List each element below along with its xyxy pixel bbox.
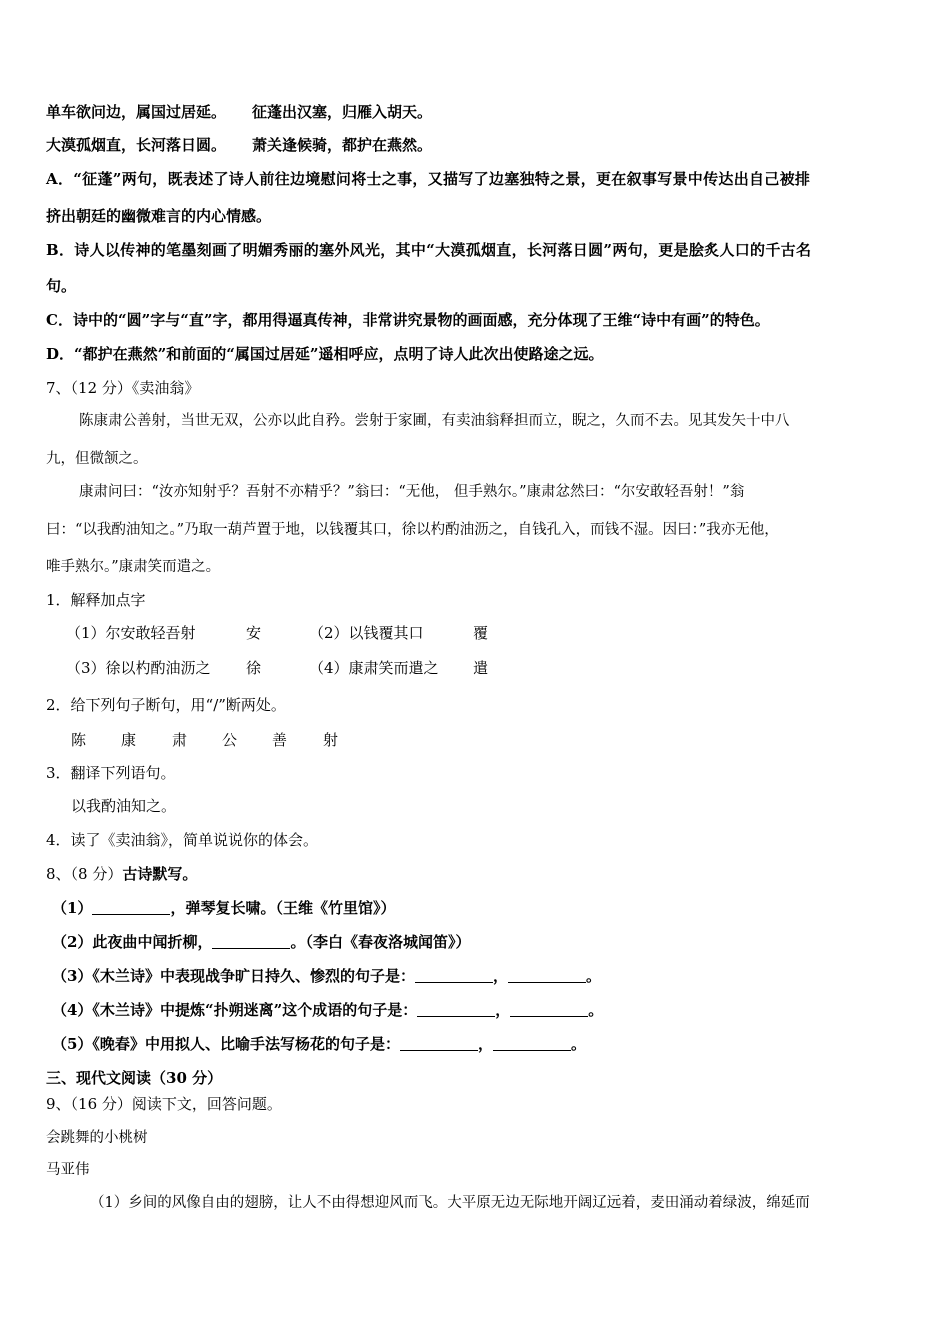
- q7-sub2-char: 射: [323, 731, 339, 749]
- q7-sub2-char: 陈: [71, 731, 87, 749]
- q7-passage-p2a: 康肃问曰：“汝亦知射乎？吾射不亦精乎？”翁曰：“无他， 但手熟尔。”康肃忿然曰：“尔安敢轻吾射！”翁: [79, 484, 745, 500]
- q8-line-2-text: （2）此夜曲中闻折柳，: [52, 933, 213, 951]
- q7-sub2-char: 康: [121, 731, 137, 749]
- q8-line-3: [52, 966, 601, 986]
- q7-sub1-item1: （1）尔安敢轻吾射: [66, 624, 196, 642]
- poem-line-2: [46, 135, 432, 155]
- poem-line-2b: 萧关逢候骑，都护在燕然。: [252, 136, 433, 154]
- q8-line-1-prefix: （1）: [52, 899, 93, 917]
- answer-blank[interactable]: [415, 968, 493, 983]
- q7-passage-p2c: 唯手熟尔。”康肃笑而遣之。: [46, 559, 221, 575]
- answer-blank[interactable]: [400, 1036, 478, 1051]
- q8-line-1: [52, 898, 395, 918]
- q8-line-2-suffix: 。（李白《春夜洛城闻笛》）: [290, 933, 471, 951]
- q7-passage-p1b: 九，但微颔之。: [46, 451, 148, 467]
- article-title: 会跳舞的小桃树: [46, 1130, 148, 1146]
- q7-passage-p1a: 陈康肃公善射，当世无双，公亦以此自矜。尝射于家圃，有卖油翁释担而立，睨之，久而不去。见其发矢十中八: [79, 413, 790, 429]
- q8-line-5-text: （5）《晚春》中用拟人、比喻手法写杨花的句子是：: [52, 1035, 400, 1053]
- q8-line-5-period: 。: [570, 1035, 586, 1053]
- option-a-line1: A．“征蓬”两句，既表述了诗人前往边境慰问将士之事，又描写了边塞独特之景，更在叙事写景中传达出自己被排: [46, 170, 811, 188]
- poem-line-2a: 大漠孤烟直，长河落日圆。: [46, 136, 227, 154]
- answer-blank[interactable]: [508, 968, 586, 983]
- q7-sub1-word1: 安: [246, 624, 262, 642]
- q7-passage-p2b: 曰：“以我酌油知之。”乃取一葫芦置于地，以钱覆其口，徐以杓酌油沥之，自钱孔入，而钱不湿。因曰：”我亦无他，: [46, 522, 779, 538]
- q7-sub1-word3: 徐: [246, 659, 262, 677]
- q7-sub2-char: 公: [222, 731, 238, 749]
- q8-line-3-comma: ，: [492, 967, 508, 985]
- q8-line-3-period: 。: [585, 967, 601, 985]
- q8-line-3-text: （3）《木兰诗》中表现战争旷日持久、惨烈的句子是：: [52, 967, 415, 985]
- option-b-line2: 句。: [46, 277, 77, 295]
- q9-header: 9、（16 分）阅读下文，回答问题。: [46, 1095, 282, 1113]
- q8-line-4-period: 。: [588, 1001, 604, 1019]
- q8-line-5-comma: ，: [477, 1035, 493, 1053]
- q7-sub4: 4．读了《卖油翁》，简单说说你的体会。: [46, 831, 319, 849]
- q8-header: [46, 864, 197, 884]
- answer-blank[interactable]: [510, 1002, 588, 1017]
- q7-sub3-text: 以我酌油知之。: [71, 797, 177, 815]
- answer-blank[interactable]: [92, 900, 170, 915]
- poem-line-1a: 单车欲问边，属国过居延。: [46, 103, 227, 121]
- q7-sub2: 2．给下列句子断句，用“/”断两处。: [46, 696, 286, 714]
- q8-line-4: [52, 1000, 603, 1020]
- section-3-title: 三、现代文阅读（30 分）: [46, 1069, 223, 1087]
- option-a-line2: 挤出朝廷的幽微难言的内心情感。: [46, 207, 272, 225]
- article-author: 马亚伟: [46, 1162, 90, 1178]
- poem-line-1: [46, 102, 432, 122]
- q8-line-1-text: ，弹琴复长啸。（王维《竹里馆》）: [170, 899, 396, 917]
- q7-sub1-item3: （3）徐以杓酌油沥之: [66, 659, 211, 677]
- q7-sub2-char: 肃: [172, 731, 188, 749]
- poem-line-1b: 征蓬出汉塞，归雁入胡天。: [252, 103, 433, 121]
- q8-line-4-text: （4）《木兰诗》中提炼“扑朔迷离”这个成语的句子是：: [52, 1001, 418, 1019]
- q8-line-2: [52, 932, 470, 952]
- q8-header-title: 古诗默写。: [122, 865, 198, 883]
- q7-sub1-item2: （2）以钱覆其口: [309, 624, 424, 642]
- q8-line-5: [52, 1034, 586, 1054]
- q7-sub1-word4: 遣: [473, 659, 489, 677]
- q7-header: 7、（12 分）《卖油翁》: [46, 379, 200, 397]
- answer-blank[interactable]: [417, 1002, 495, 1017]
- q7-sub3: 3．翻译下列语句。: [46, 764, 176, 782]
- q7-sub1: 1．解释加点字: [46, 591, 146, 609]
- option-c: C．诗中的“圆”字与“直”字，都用得逼真传神，非常讲究景物的画面感，充分体现了王维“诗中有画”的特色。: [46, 311, 770, 329]
- answer-blank[interactable]: [493, 1036, 571, 1051]
- q7-sub2-char: 善: [272, 731, 288, 749]
- q8-line-4-comma: ，: [495, 1001, 511, 1019]
- option-d: D．“都护在燕然”和前面的“属国过居延”遥相呼应，点明了诗人此次出使路途之远。: [46, 345, 604, 363]
- article-paragraph-1: （1）乡间的风像自由的翅膀，让人不由得想迎风而飞。大平原无边无际地开阔辽远着，麦田涌动着绿波，绵延而: [90, 1195, 810, 1211]
- answer-blank[interactable]: [212, 934, 290, 949]
- q7-sub1-word2: 覆: [473, 624, 489, 642]
- q7-sub1-item4: （4）康肃笑而遣之: [309, 659, 439, 677]
- option-b-line1: B．诗人以传神的笔墨刻画了明媚秀丽的塞外风光，其中“大漠孤烟直，长河落日圆”两句，更是脍炙人口的千古名: [46, 241, 812, 259]
- q8-header-prefix: 8、（8 分）: [46, 865, 123, 883]
